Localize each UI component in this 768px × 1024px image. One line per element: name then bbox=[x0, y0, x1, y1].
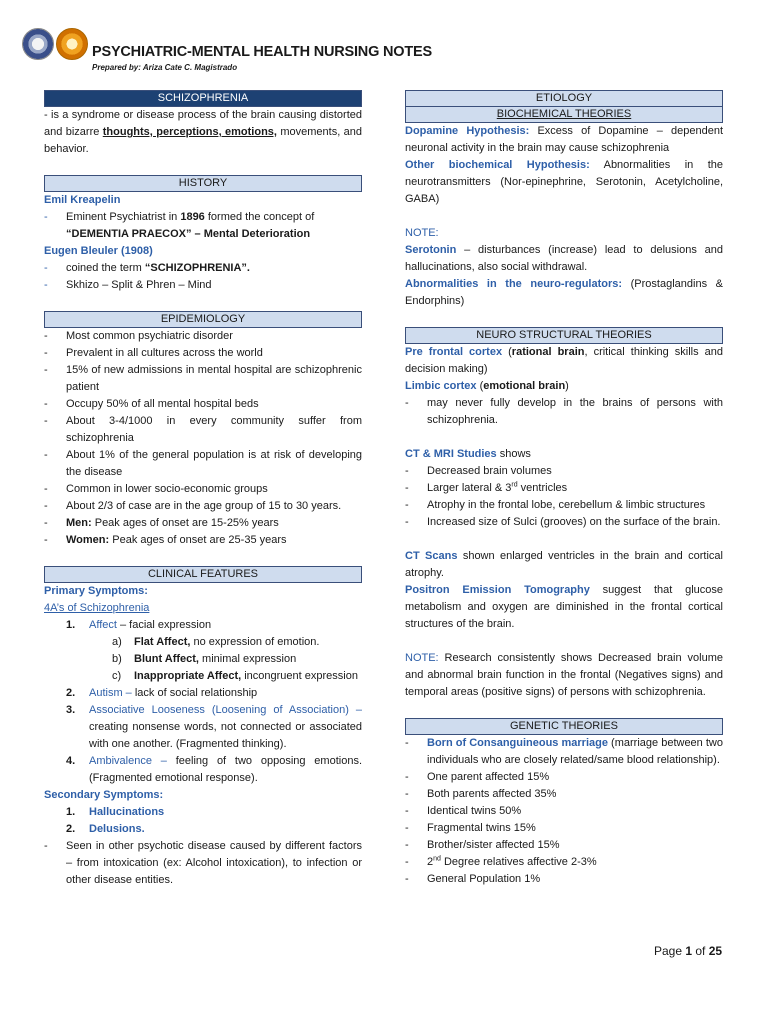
symptom-delusions: 2. Delusions. bbox=[66, 823, 145, 835]
epidemiology-item: - About 1% of the general population is at risk of developing the disease bbox=[44, 447, 362, 481]
dopamine-hypothesis: Dopamine Hypothesis: Excess of Dopamine – dependent neuronal activity in the brain may cause schizophrenia bbox=[405, 125, 723, 154]
epidemiology-item: - About 3-4/1000 in every community suffer from schizophrenia bbox=[44, 413, 362, 447]
genetic-item: - Both parents affected 35% bbox=[405, 786, 723, 803]
affect-blunt: b) Blunt Affect, minimal expression bbox=[112, 653, 297, 665]
school-seal-logo bbox=[22, 28, 54, 60]
right-column bbox=[405, 90, 723, 888]
prefrontal-cortex: Pre frontal cortex (rational brain, critical thinking skills and decision making) bbox=[405, 346, 723, 375]
left-column bbox=[44, 90, 362, 889]
neuro-regulators-note: Abnormalities in the neuro-regulators: (Prostaglandins & Endorphins) bbox=[405, 278, 723, 307]
schizophrenia-definition: - is a syndrome or disease process of the brain causing distorted and bizarre thoughts, perceptions, emotions, movements, and behavior. bbox=[44, 109, 362, 155]
symptom-hallucinations: 1. Hallucinations bbox=[66, 806, 165, 818]
epidemiology-item: - Common in lower socio-economic groups bbox=[44, 481, 362, 498]
genetic-item: - Identical twins 50% bbox=[405, 803, 723, 820]
ct-mri-item: - Decreased brain volumes bbox=[405, 463, 723, 480]
affect-flat: a) Flat Affect, no expression of emotion. bbox=[112, 636, 320, 648]
college-seal-logo bbox=[56, 28, 88, 60]
genetic-item: - 2nd Degree relatives affective 2-3% bbox=[405, 854, 723, 871]
kraepelin-item: - Eminent Psychiatrist in 1896 formed the concept of “DEMENTIA PRAECOX” – Mental Deterioration bbox=[44, 209, 362, 243]
ct-mri-item: - Atrophy in the frontal lobe, cerebellum & limbic structures bbox=[405, 497, 723, 514]
kraepelin-name: Emil Kreapelin bbox=[44, 194, 121, 206]
limbic-item: - may never fully develop in the brains of persons with schizophrenia. bbox=[405, 395, 723, 429]
bleuler-item: - coined the term “SCHIZOPHRENIA”. bbox=[44, 260, 362, 277]
genetic-item: - General Population 1% bbox=[405, 871, 723, 888]
section-heading-clinical-features: CLINICAL FEATURES bbox=[44, 566, 362, 583]
epidemiology-item: - About 2/3 of case are in the age group of 15 to 30 years. bbox=[44, 498, 362, 515]
serotonin-note: Serotonin – disturbances (increase) lead to delusions and hallucinations, also social withdrawal. bbox=[405, 244, 723, 273]
section-heading-schizophrenia: SCHIZOPHRENIA bbox=[44, 90, 362, 107]
other-biochemical-hypothesis: Other biochemical Hypothesis: Abnormalities in the neurotransmitters (Nor-epinephrine, Serotonin, Acetylcholine, GABA) bbox=[405, 159, 723, 205]
research-note: NOTE: Research consistently shows Decreased brain volume and abnormal brain function in the frontal (Negatives signs) and temporal areas (positive signs) of persons with schizophrenia. bbox=[405, 652, 723, 698]
ct-mri-label: CT & MRI Studies shows bbox=[405, 448, 531, 460]
epidemiology-item: - Occupy 50% of all mental hospital beds bbox=[44, 396, 362, 413]
genetic-item-consanguineous: - Born of Consanguineous marriage (marriage between two individuals who are closely related/same blood relationship). bbox=[405, 735, 723, 769]
section-heading-history: HISTORY bbox=[44, 175, 362, 192]
epidemiology-item-women: - Women: Peak ages of onset are 25-35 years bbox=[44, 532, 362, 549]
symptom-associative-looseness: 3. Associative Looseness (Loosening of Association) – creating nonsense words, not connected or associated with one another. (Fragmented thinking). bbox=[66, 704, 362, 750]
genetic-item: - Brother/sister affected 15% bbox=[405, 837, 723, 854]
section-heading-etiology: ETIOLOGY bbox=[405, 90, 723, 107]
epidemiology-item: - Most common psychiatric disorder bbox=[44, 328, 362, 345]
pet-text: Positron Emission Tomography suggest that glucose metabolism and oxygen are diminished in the frontal cortical structures of the brain. bbox=[405, 584, 723, 630]
limbic-cortex: Limbic cortex (emotional brain) bbox=[405, 380, 569, 392]
section-heading-epidemiology: EPIDEMIOLOGY bbox=[44, 311, 362, 328]
four-as-label: 4A’s of Schizophrenia bbox=[44, 602, 150, 614]
section-heading-neuro-structural: NEURO STRUCTURAL THEORIES bbox=[405, 327, 723, 344]
section-heading-biochemical: BIOCHEMICAL THEORIES bbox=[405, 107, 723, 123]
symptom-autism: 2. Autism – lack of social relationship bbox=[66, 687, 258, 699]
affect-inappropriate: c) Inappropriate Affect, incongruent expression bbox=[112, 670, 358, 682]
genetic-item: - Fragmental twins 15% bbox=[405, 820, 723, 837]
secondary-symptoms-label: Secondary Symptoms: bbox=[44, 789, 164, 801]
bleuler-name: Eugen Bleuler (1908) bbox=[44, 245, 153, 257]
document-author: Prepared by: Ariza Cate C. Magistrado bbox=[92, 63, 238, 72]
section-heading-genetic: GENETIC THEORIES bbox=[405, 718, 723, 735]
genetic-item: - One parent affected 15% bbox=[405, 769, 723, 786]
secondary-note: - Seen in other psychotic disease caused by different factors – from intoxication (ex: Alcohol intoxication), to infection or other disease entities. bbox=[44, 838, 362, 889]
ct-mri-item: - Increased size of Sulci (grooves) on the surface of the brain. bbox=[405, 514, 723, 531]
note-label: NOTE: bbox=[405, 227, 439, 239]
ct-scans-text: CT Scans shown enlarged ventricles in the brain and cortical atrophy. bbox=[405, 550, 723, 579]
epidemiology-item-men: - Men: Peak ages of onset are 15-25% years bbox=[44, 515, 362, 532]
primary-symptoms-label: Primary Symptoms: bbox=[44, 585, 148, 597]
epidemiology-item: - Prevalent in all cultures across the world bbox=[44, 345, 362, 362]
ct-mri-item: - Larger lateral & 3rd ventricles bbox=[405, 480, 723, 497]
symptom-affect: 1. Affect – facial expression bbox=[66, 619, 212, 631]
document-header bbox=[20, 28, 740, 78]
epidemiology-item: - 15% of new admissions in mental hospital are schizophrenic patient bbox=[44, 362, 362, 396]
symptom-ambivalence: 4. Ambivalence – feeling of two opposing emotions. (Fragmented emotional response). bbox=[66, 755, 362, 784]
document-title: PSYCHIATRIC-MENTAL HEALTH NURSING NOTES bbox=[92, 44, 432, 60]
bleuler-item: - Skhizo – Split & Phren – Mind bbox=[44, 277, 362, 294]
page-number: Page 1 of 25 bbox=[654, 944, 723, 958]
